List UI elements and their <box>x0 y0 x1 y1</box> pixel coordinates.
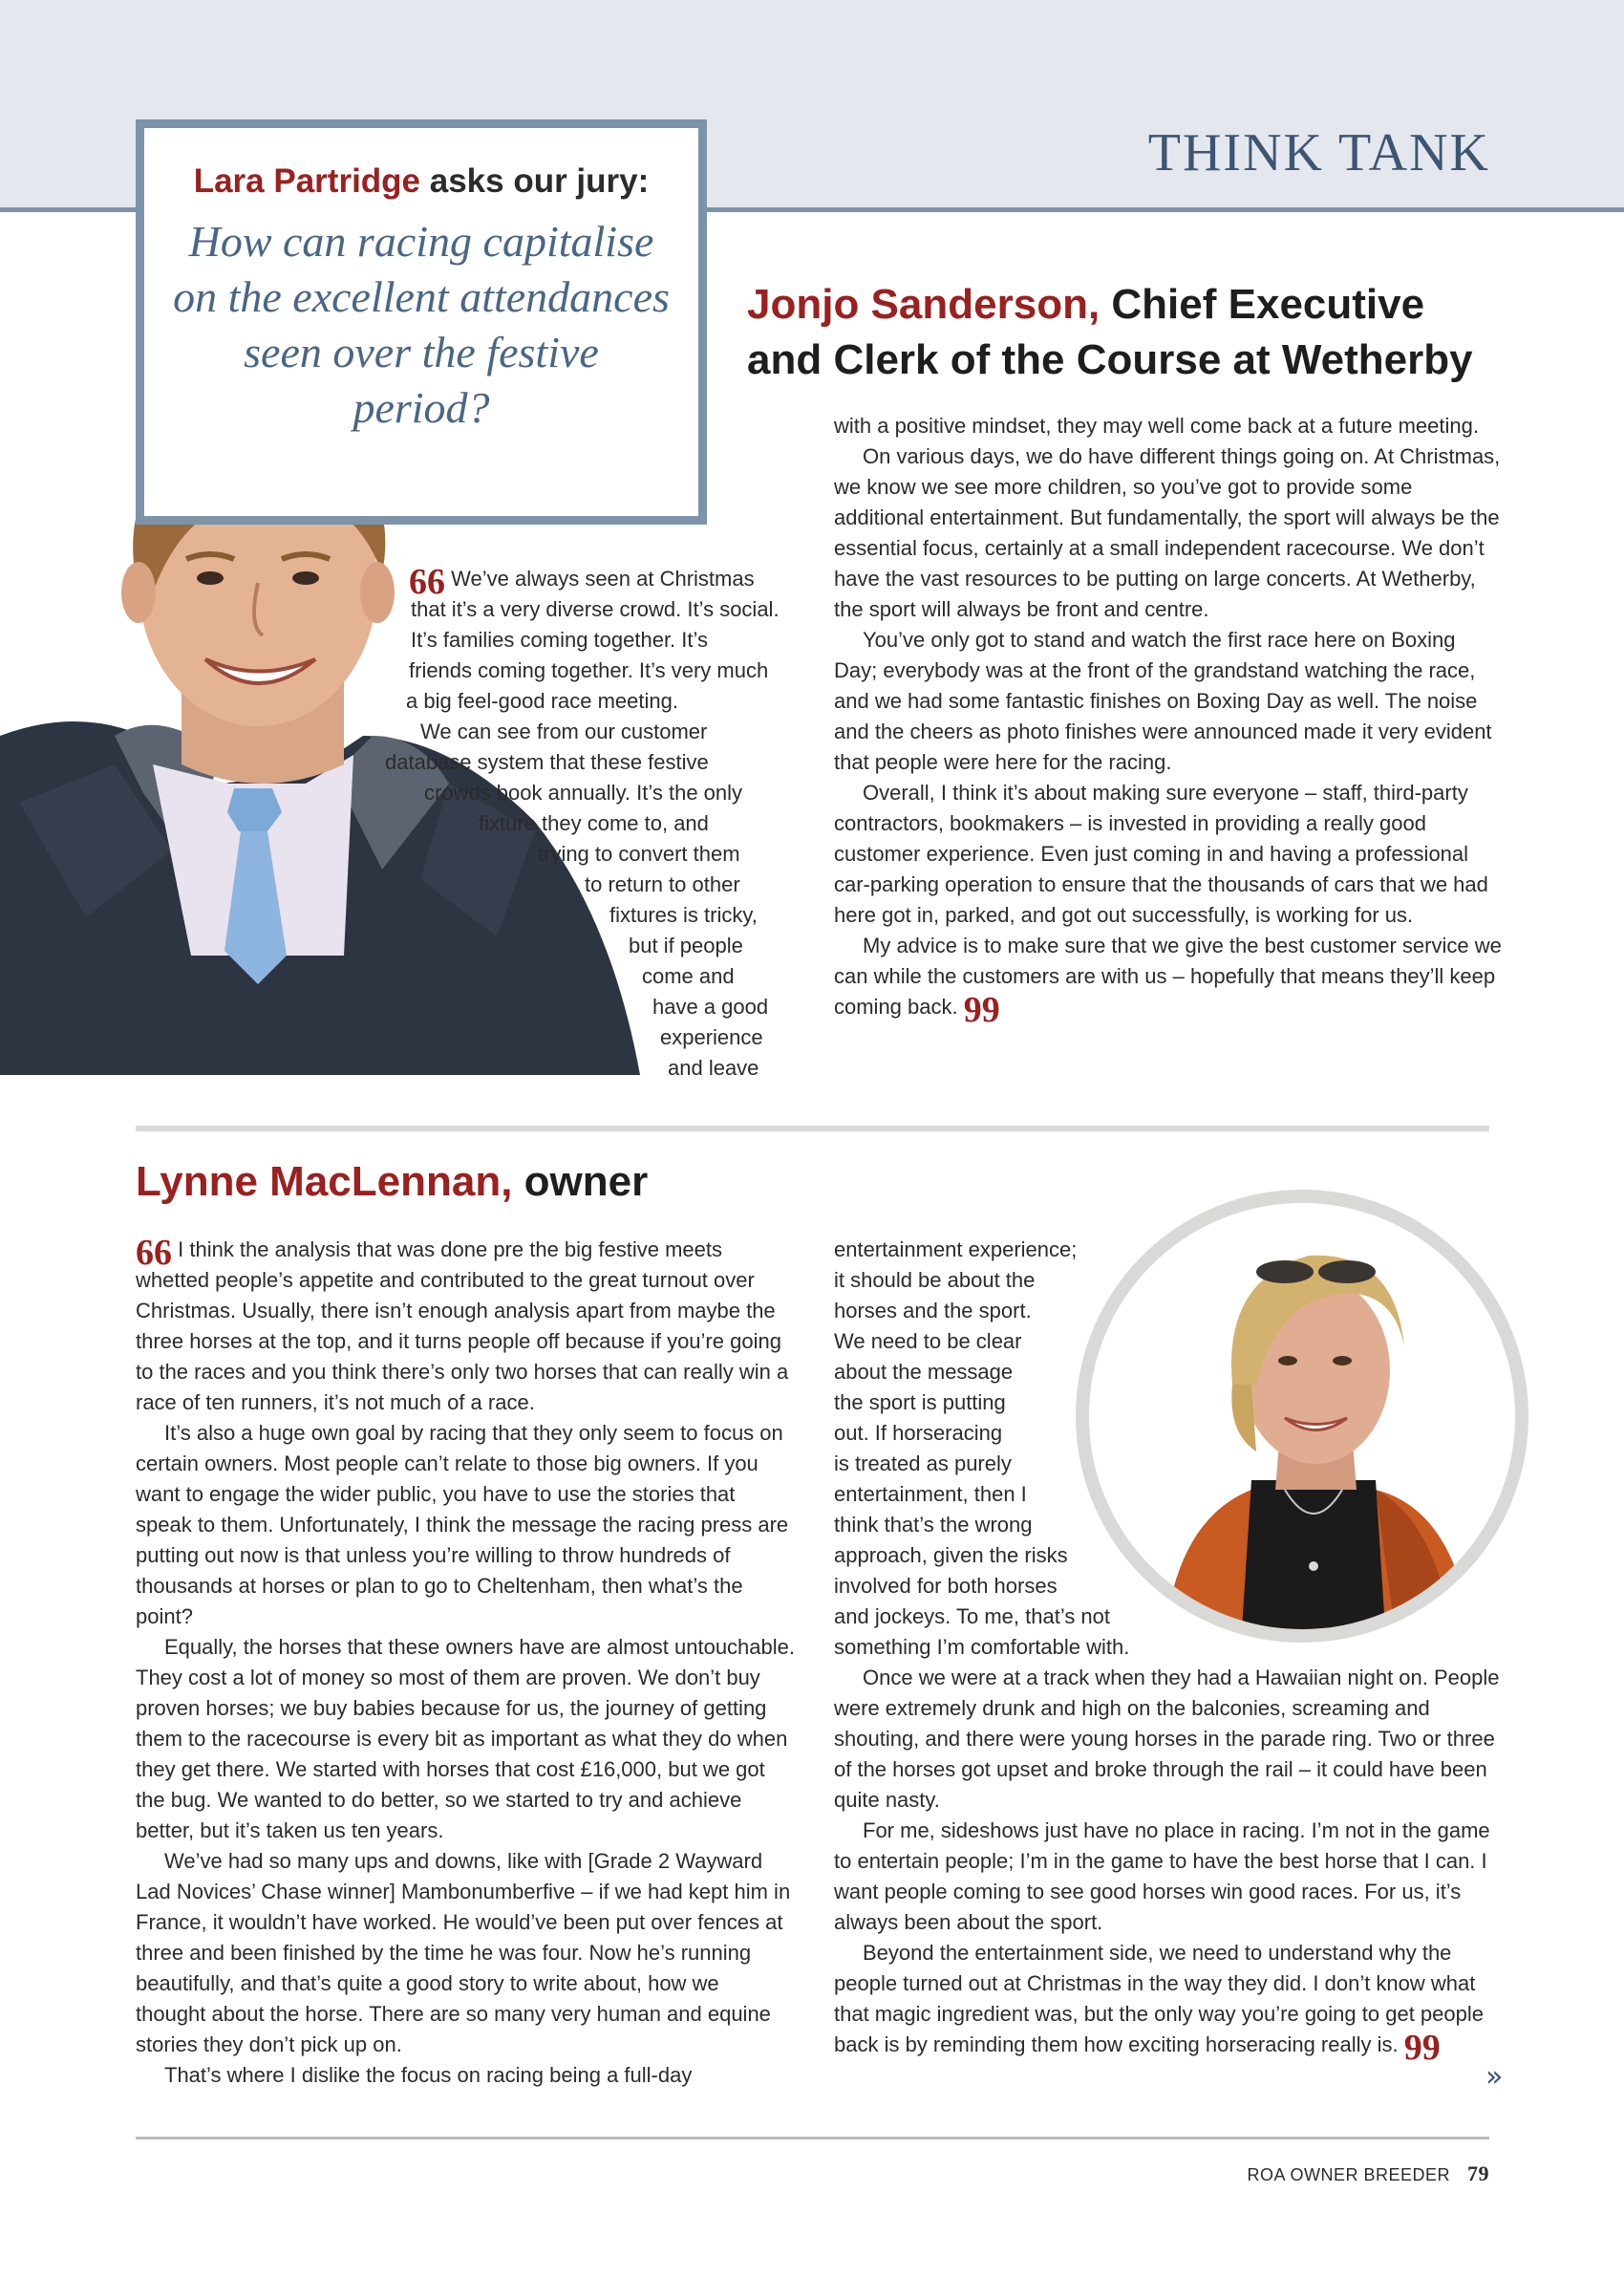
quote-line: experience <box>660 1025 763 1049</box>
article2-right-column <box>834 1235 1503 2068</box>
article1-role-line1: Chief Executive <box>1100 281 1425 328</box>
quote-line: a big feel-good race meeting. <box>406 689 678 713</box>
article1-heading <box>747 277 1473 388</box>
article1-name: Jonjo Sanderson, <box>747 281 1100 328</box>
open-quote-icon: 66 <box>136 1233 172 1273</box>
quote-line: fixtures is tricky, <box>609 903 758 927</box>
article1-role-line2: and Clerk of the Course at Wetherby <box>747 336 1473 383</box>
open-quote-icon: 66 <box>409 562 445 602</box>
paragraph: Overall, I think it’s about making sure everyone – staff, third-party contractors, bookmakers – is invested in providing a really good customer experience. Even just coming in and having a professional car-parking operation to ensure that the thousands of cars that we had here got in, parked, and got out successfully, is working for us. <box>834 781 1488 927</box>
close-quote-icon: 99 <box>1403 2028 1441 2068</box>
paragraph: For me, sideshows just have no place in racing. I’m not in the game to entertain people; I’m in the game to have the best horse that I can. I want people coming to see good horses win good races. For us, it’s always been about the sport. <box>834 1818 1490 1934</box>
article2-name: Lynne MacLennan, <box>136 1158 513 1205</box>
quote-line: that it’s a very diverse crowd. It’s social. <box>411 597 780 621</box>
quote-line: It’s families coming together. It’s <box>411 628 708 652</box>
paragraph: My advice is to make sure that we give the best customer service we can while the customers are with us – hopefully that means they’ll keep coming back. <box>834 934 1502 1019</box>
close-quote-icon: 99 <box>963 990 1000 1030</box>
page-number: 79 <box>1467 2161 1489 2185</box>
section-divider <box>136 1126 1489 1131</box>
quote-line: but if people <box>629 934 743 957</box>
quote-line: We can see from our customer <box>420 720 708 743</box>
article1-right-column <box>834 411 1503 1030</box>
paragraph: I think the analysis that was done pre the big festive meets whetted people’s appetite and contributed to the great turnout over Christmas. Usually, there isn’t enough analysis apart from maybe the three horses at the top, and it turns people off because if you’re going to the races and you think there’s only two horses that can really win a race of ten runners, it’s not much of a race. <box>136 1237 789 1414</box>
wrap-line: horses and the sport. <box>834 1299 1032 1322</box>
paragraph: You’ve only got to stand and watch the first race here on Boxing Day; everybody was at the front of the grandstand watching the race, and we had some fantastic finishes on Boxing Day as well. The noise and the cheers as photo finishes were announced made it very evident that people were here for the racing. <box>834 628 1492 774</box>
wrap-line: and jockeys. To me, that’s not <box>834 1604 1111 1628</box>
paragraph: Once we were at a track when they had a Hawaiian night on. People were extremely drunk and high on the balconies, screaming and shouting, and there were young horses in the parade ring. Two or three of the horses got upset and broke through the rail – it could have been quite nasty. <box>834 1666 1500 1812</box>
paragraph: with a positive mindset, they may well come back at a future meeting. <box>834 414 1479 438</box>
quote-line: to return to other <box>585 872 740 896</box>
quote-line: have a good <box>652 995 769 1019</box>
quote-line: We’ve always seen at Christmas <box>451 567 755 591</box>
continue-arrow-icon: » <box>1485 2060 1504 2094</box>
question-intro <box>144 162 698 201</box>
question-box <box>136 119 707 525</box>
quote-line: trying to convert them <box>538 842 740 866</box>
intro-suffix: asks our jury: <box>420 162 650 200</box>
quote-line: database system that these festive <box>385 750 709 774</box>
quote-line: friends coming together. It’s very much <box>409 658 769 682</box>
wrap-line: We need to be clear <box>834 1329 1022 1353</box>
paragraph: Equally, the horses that these owners have are almost untouchable. They cost a lot of money so most of them are proven. We don’t buy proven horses; we buy babies because for us, the journey of getting them to the racecourse is every bit as important as what they do when they get there. We started with horses that cost £16,000, but we got the bug. We wanted to do better, so we started to try and achieve better, but it’s taken us ten years. <box>136 1635 795 1842</box>
article2-left-column <box>136 1235 795 2091</box>
footer-divider <box>136 2137 1489 2139</box>
wrap-line: it should be about the <box>834 1268 1036 1292</box>
paragraph: Beyond the entertainment side, we need to understand why the people turned out at Christmas in the way they did. I don’t know what that magic ingredient was, but the only way you’re going to get people back is by reminding them how exciting horseracing really is. <box>834 1941 1484 2056</box>
section-title: THINK TANK <box>1147 123 1490 183</box>
interviewer-name: Lara Partridge <box>193 162 421 200</box>
quote-line: fixture they come to, and <box>479 811 709 835</box>
wrap-line: entertainment, then I <box>834 1482 1027 1506</box>
quote-line: and leave <box>668 1056 759 1080</box>
article1-quote-column <box>382 564 802 1084</box>
wrap-line: entertainment experience; <box>834 1237 1078 1261</box>
article2-role: owner <box>512 1158 649 1205</box>
page-footer <box>1247 2161 1489 2186</box>
article2-heading <box>136 1158 648 1206</box>
wrap-line: about the message <box>834 1360 1014 1384</box>
paragraph: We’ve had so many ups and downs, like with [Grade 2 Wayward Lad Novices’ Chase winner] Mambonumberfive – if we had kept him in France, it wouldn’t have worked. He would’ve been put over fences at three and been finished by the time he was four. Now he’s running beautifully, and that’s quite a good story to write about, how we thought about the horse. There are so many very human and equine stories they don’t pick up on. <box>136 1849 791 2056</box>
wrap-line: is treated as purely <box>834 1451 1012 1475</box>
wrap-line: out. If horseracing <box>834 1421 1003 1445</box>
question-text: How can racing capitalise on the excellent attendances seen over the festive period? <box>173 217 670 432</box>
quote-line: crowds book annually. It’s the only <box>424 781 743 805</box>
paragraph: That’s where I dislike the focus on racing being a full-day <box>164 2063 693 2087</box>
wrap-line: think that’s the wrong <box>834 1513 1033 1537</box>
quote-line: come and <box>642 964 735 988</box>
wrap-line: the sport is putting <box>834 1390 1006 1414</box>
paragraph: It’s also a huge own goal by racing that they only seem to focus on certain owners. Most people can’t relate to those big owners. If you want to engage the wider public, you have to use the stories that speak to them. Unfortunately, I think the message the racing press are putting out now is that unless you’re willing to throw hundreds of thousands at horses or plan to go to Cheltenham, then what’s the point? <box>136 1421 789 1628</box>
wrap-line: something I’m comfortable with. <box>834 1635 1130 1659</box>
wrap-line: approach, given the risks <box>834 1543 1068 1567</box>
paragraph: On various days, we do have different things going on. At Christmas, we know we see more children, so you’ve got to provide some additional entertainment. But fundamentally, the sport will always be the essential focus, certainly at a small independent racecourse. We don’t have the vast resources to be putting on large concerts. At Wetherby, the sport will always be front and centre. <box>834 444 1501 621</box>
wrap-line: involved for both horses <box>834 1574 1058 1598</box>
publication-name: ROA OWNER BREEDER <box>1247 2165 1450 2184</box>
